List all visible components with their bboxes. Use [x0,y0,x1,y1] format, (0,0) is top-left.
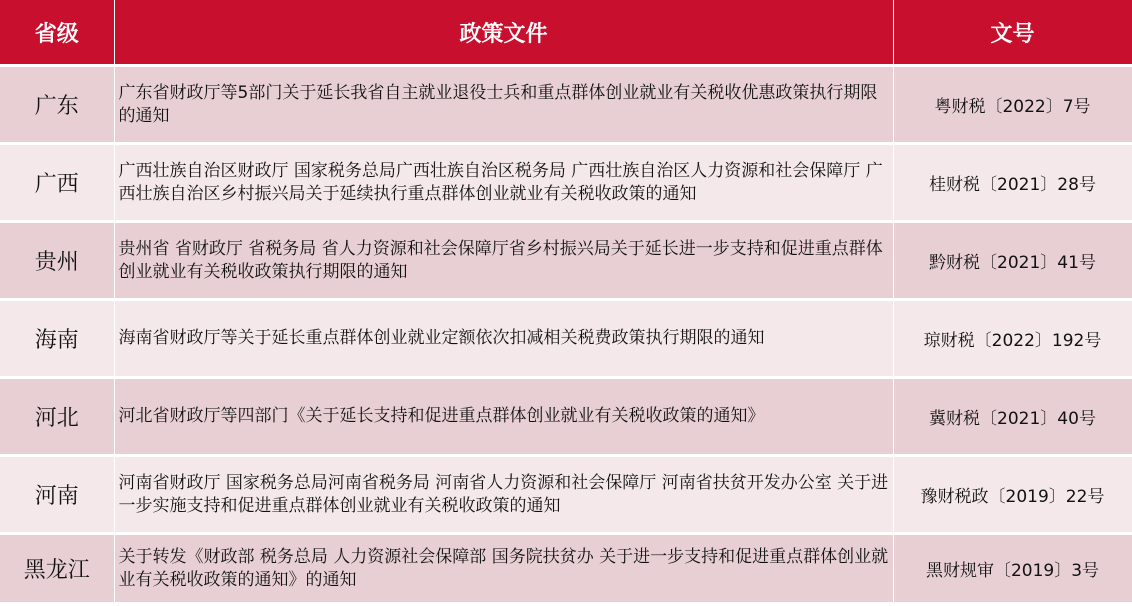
policy-cell: 关于转发《财政部 税务总局 人力资源社会保障部 国务院扶贫办 关于进一步支持和促进重点群体创业就业有关税收政策的通知》的通知 [114,534,893,604]
table-row [0,456,1132,534]
doc-number-cell: 豫财税政〔2019〕22号 [893,456,1132,534]
header-doc-number: 文号 [893,0,1132,66]
province-cell: 河南 [0,456,114,534]
header-row [0,0,1132,66]
table-row [0,300,1132,378]
province-cell: 河北 [0,378,114,456]
province-cell: 贵州 [0,222,114,300]
province-cell: 海南 [0,300,114,378]
policy-cell: 广西壮族自治区财政厅 国家税务总局广西壮族自治区税务局 广西壮族自治区人力资源和社会保障厅 广西壮族自治区乡村振兴局关于延续执行重点群体创业就业有关税收政策的通知 [114,144,893,222]
policy-cell: 广东省财政厅等5部门关于延长我省自主就业退役士兵和重点群体创业就业有关税收优惠政策执行期限的通知 [114,66,893,144]
doc-number-cell: 黑财规审〔2019〕3号 [893,534,1132,604]
table-row [0,144,1132,222]
table-row [0,534,1132,604]
policy-cell: 贵州省 省财政厅 省税务局 省人力资源和社会保障厅省乡村振兴局关于延长进一步支持和促进重点群体创业就业有关税收政策执行期限的通知 [114,222,893,300]
table-row [0,222,1132,300]
policy-cell: 河南省财政厅 国家税务总局河南省税务局 河南省人力资源和社会保障厅 河南省扶贫开发办公室 关于进一步实施支持和促进重点群体创业就业有关税收政策的通知 [114,456,893,534]
province-cell: 广东 [0,66,114,144]
header-policy: 政策文件 [114,0,893,66]
header-province: 省级 [0,0,114,66]
policy-cell: 河北省财政厅等四部门《关于延长支持和促进重点群体创业就业有关税收政策的通知》 [114,378,893,456]
doc-number-cell: 桂财税〔2021〕28号 [893,144,1132,222]
province-cell: 黑龙江 [0,534,114,604]
policy-cell: 海南省财政厅等关于延长重点群体创业就业定额依次扣减相关税费政策执行期限的通知 [114,300,893,378]
table-row [0,378,1132,456]
doc-number-cell: 琼财税〔2022〕192号 [893,300,1132,378]
province-cell: 广西 [0,144,114,222]
table-row [0,66,1132,144]
doc-number-cell: 冀财税〔2021〕40号 [893,378,1132,456]
doc-number-cell: 黔财税〔2021〕41号 [893,222,1132,300]
doc-number-cell: 粤财税〔2022〕7号 [893,66,1132,144]
